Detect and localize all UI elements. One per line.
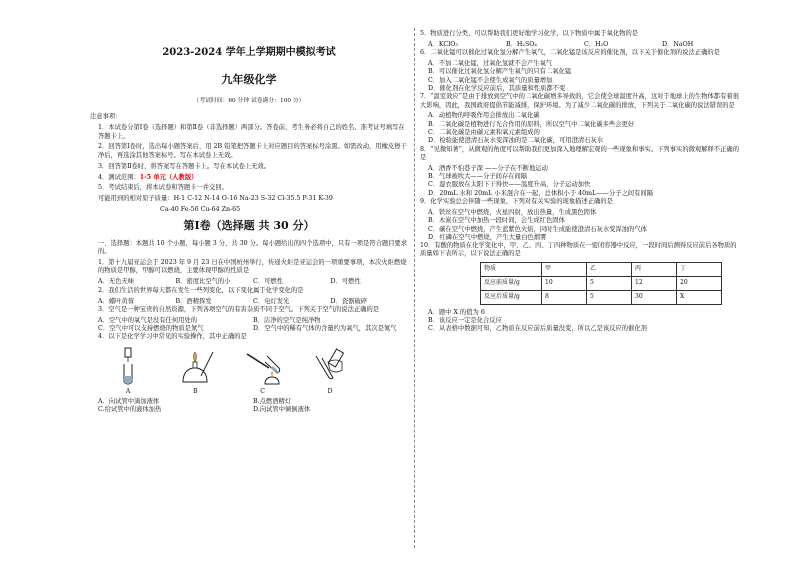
exam-subject: 九年级化学 [221,73,277,87]
pouring-liquid-icon [306,346,354,386]
option[interactable]: D．催化剂在化学反应前后，其质量和性质都不变 [428,84,566,92]
question-2-options [90,298,408,306]
question-5-options [420,41,740,49]
option[interactable]: C．电灯发光 [253,297,290,305]
option[interactable]: B．洁净的空气是纯净物 [253,316,321,324]
figure-label: D [327,387,333,395]
option[interactable]: C．湿衣服放在太阳下干得快——温度升高，分子运动加快 [428,181,591,189]
atomic-masses-2: Ca-40 Fe-56 Cu-64 Zn-65 [160,206,241,214]
table-cell: 反应后质量/g [481,290,542,304]
option[interactable]: D．检验能使澄清石灰水变浑浊的是二氧化碳，可用澄清石灰水 [428,137,604,145]
question-6: 6．二氧化锰可以催化过氧化氢分解产生氧气，二氧化锰是该反应的催化剂，以下关于催化剂的说法正确的是 [420,49,720,57]
option[interactable]: B．可以催化过氧化氢分解产生氧气的只有二氧化锰 [428,68,572,76]
notice-heading: 注意事项： [90,113,122,121]
option[interactable]: C．从表格中数据可知，乙物质在反应前后质量没变，所以乙是该反应的催化剂 [428,325,647,333]
heating-test-tube-icon [239,346,287,386]
option[interactable]: D．空气中的稀有气体的含量约为氧气，其次是氮气 [253,325,397,333]
table-cell: 8 [542,290,587,304]
table-cell: 5 [587,290,632,304]
dropper-test-tube-icon [104,346,152,386]
option[interactable]: D．20mL 水和 20mL 小米混合在一起，总体积小于 40mL——分子之间有间隔 [428,189,653,197]
figure-label: C [260,387,266,395]
question-3-options [90,317,408,334]
option[interactable]: A．动植物的呼吸作用会排放出二氧化碳 [428,112,540,120]
option[interactable]: A．铁丝在空气中燃烧，火星四射，放出热量，生成黑色固体 [428,208,597,216]
table-cell: 10 [542,276,587,290]
left-column [90,30,408,415]
figure-label: B [193,387,198,395]
option[interactable]: B．密度比空气的小 [175,278,231,286]
option[interactable]: C．H₂O [584,40,609,48]
option[interactable]: B．木炭在空气中加热一段时间，会生成红色固体 [428,217,565,225]
table-cell: 20 [677,276,722,290]
option[interactable]: D．可燃性 [330,278,361,286]
table-cell: X [677,290,722,304]
question-5: 5．物质进行分类，可以帮助我们更好地学习化学，以下物质中属于氧化物的是 [420,30,639,37]
question-6-options [420,60,740,93]
option[interactable]: B.点燃酒精灯 [253,397,292,405]
option[interactable]: D．红磷在空气中燃烧，产生大量白色烟雾 [428,233,547,241]
option[interactable]: C．空气中可以支持燃烧的物质是氮气 [98,325,204,333]
option[interactable]: B．酒精挥发 [175,297,212,305]
notice-4: 4．测试范围：1-5 单元（人教版） [98,173,198,181]
table-header-row [481,262,722,276]
option[interactable]: C．碳在空气中燃烧，产生蓝紫色火焰，同时生成能使澄清石灰水变浑浊的气体 [428,225,647,233]
table-header-cell: 甲 [542,262,587,276]
table-cell: 反应前质量/g [481,276,542,290]
table-cell: 5 [587,276,632,290]
option[interactable]: C．加入二氧化锰不会使生成氧气的质量增加 [428,76,553,84]
figure-label: A [125,387,131,395]
exam-title: 2023-2024 学年上学期期中模拟考试 [162,47,336,58]
option[interactable]: A．空气中的氧气是没有任何用处的 [98,316,198,324]
table-row [481,276,722,290]
option[interactable]: D．NaOH [662,40,694,48]
experiment-figure-labels [104,388,354,396]
section-description: 一、选择题：本题共 10 个小题，每小题 3 分，共 30 分。每小题给出的四个选项中，只有一项是符合题目要求的。 [98,239,408,256]
option[interactable]: B．H₂SO₄ [506,40,537,48]
question-9-options [420,209,740,242]
question-3: 3．空气是一种宝贵的自然资源，下列各项空气的有害杂质不同于空气。下列关于空气的说法正确的是 [98,305,380,313]
question-10: 10．有酸的物质在化学变化中，甲、乙、丙、丁四种物质在一密闭容器中反应，一段时间后测得反应前后各物质的质量如下表所示，以下说法正确的是 [420,242,737,258]
notice-3: 3．回答第Ⅱ卷时，将答案写在答题卡上。写在本试卷上无效。 [98,162,271,170]
column-divider [414,28,415,548]
notice-5: 5．考试结束后，将本试卷和答题卡一并交回。 [98,184,228,192]
option[interactable]: A．蜡叶黄蓉 [98,297,135,305]
question-9: 9．化学实验总会伴随一些现象，下列对有关实验的现象描述正确的是 [420,198,613,206]
option[interactable]: B．二氧化碳是植物进行光合作用的原料，所以空气中二氧化碳多些会更好 [428,120,635,128]
option[interactable]: A．无色无味 [98,278,135,286]
notice-2: 2．回答第Ⅰ卷时，选出每小题答案后，用 2B 铅笔把答题卡上对应题目的答案标号涂黑。如需改动，用橡皮擦干净后，再选涂其他答案标号。写在本试卷上无效。 [98,143,407,159]
mass-table [480,262,722,305]
option[interactable]: A．不加二氧化锰，过氧化氢就不会产生氧气 [428,60,553,68]
table-header-cell: 物质 [481,262,542,276]
experiment-figures [104,346,354,386]
atomic-masses: 可能用到的相对原子质量：H-1 C-12 N-14 O-16 Na-23 S-32 Cl-35.5 P-31 K-39 [98,195,333,203]
question-4: 4．以下是化学学习中常见的实验操作，其中正确的是 [98,333,247,341]
exam-meta: （考试时间：60 分钟 试卷满分：100 分） [193,97,305,104]
test-scope: 1-5 单元（人教版） [139,173,198,181]
question-1-options [90,278,408,286]
option[interactable]: C．可燃性 [253,278,284,286]
option[interactable]: A．题中 X 的值为 6 [428,308,485,316]
question-7: 7．“温室效应”是由于排放到空气中的二氧化碳增多导致的，它会使全球温度升高，这对于地球上的生物体都有着很大影响，因此，我国政府提倡节能减排，保护环境。为了减少二氧化碳的排放，下列关于二氧化碳的说法错误的是 [420,93,739,109]
question-10-options [420,309,740,334]
question-4-options [90,398,408,415]
option[interactable]: A．酒香不怕巷子深 ——分子在不断地运动 [428,164,548,172]
table-header-cell: 乙 [587,262,632,276]
option[interactable]: A．向试管中滴加液体 [98,397,160,405]
alcohol-lamp-icon [171,346,219,386]
notice-1: 1．本试卷分第Ⅰ卷（选择题）和第Ⅱ卷（非选择题）两部分。答卷前，考生务必将自己的姓名、准考证号填写在答题卡上。 [98,124,405,140]
option[interactable]: C.给试管中的液体加热 [98,406,162,414]
option[interactable]: B．该反应一定是化合反应 [428,316,502,324]
question-7-options [420,112,740,145]
question-1: 1．第十九届亚运会于 2023 年 9 月 23 日在中国杭州举行，传递火炬是亚运会的一项重要事项，本次火炬燃烧的物质是甲醇，甲醇可以燃烧，主要体现甲醇的性质是 [98,259,407,275]
table-cell: 12 [632,276,677,290]
option[interactable]: A．KClO₃ [428,40,458,48]
table-header-cell: 丙 [632,262,677,276]
table-cell: 30 [632,290,677,304]
option[interactable]: C．二氧化碳是由碳元素和氧元素组成的 [428,129,540,137]
option[interactable]: D．瓷器破碎 [330,297,368,305]
question-8-options [420,165,740,198]
option[interactable]: B．气球被吹大——分子间存在间隔 [428,173,528,181]
question-8: 8．“见微知著”，从微观的角度可以帮助我们更加深入地理解宏观的一些现象和事实。下列事实的微观解释不正确的是 [420,145,739,161]
table-header-cell: 丁 [677,262,722,276]
option[interactable]: D.向试管中倾倒液体 [253,406,311,414]
table-row [481,290,722,304]
section-title: 第Ⅰ卷（选择题 共 30 分） [183,219,315,233]
right-column [420,30,740,334]
question-2: 2．我们生活的世界每天都在发生一些列变化，以下变化属于化学变化的是 [98,286,304,294]
